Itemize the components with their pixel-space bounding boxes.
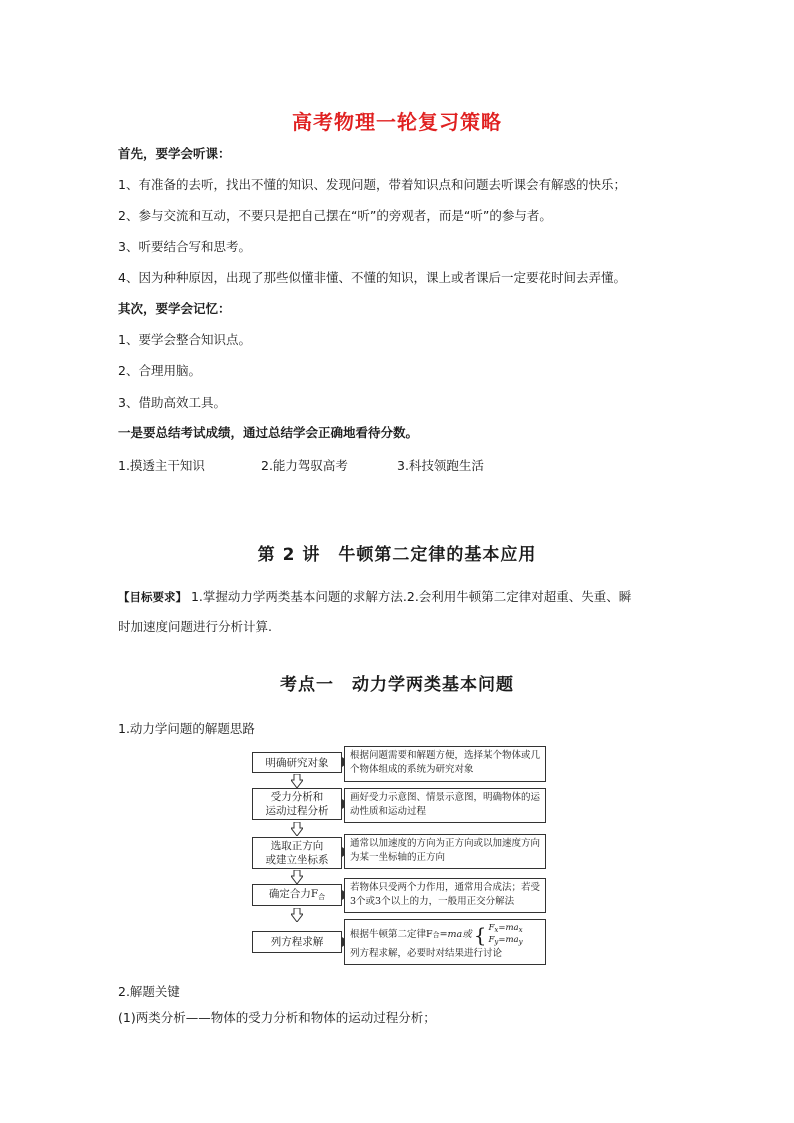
goal-line-1: [118, 582, 678, 612]
subheading-1: 1.动力学问题的解题思路: [118, 721, 255, 736]
flow-step-1-label: 明确研究对象: [265, 756, 329, 769]
flowchart: [240, 742, 560, 972]
equation-system: [488, 923, 522, 947]
flow-step-1-desc: 根据问题需要和解题方便，选择某个物体或几个物体组成的系统为研究对象: [344, 746, 546, 782]
flow-step-2-label-2: 运动过程分析: [265, 805, 329, 817]
tip-2: 2.能力驾驭高考: [261, 458, 348, 473]
section1-item-1: 1、有准备的去听，找出不懂的知识、发现问题，带着知识点和问题去听课会有解惑的快乐；: [118, 177, 626, 192]
goal-line-2: 时加速度问题进行分析计算.: [118, 619, 272, 634]
tip-3: 3.科技领跑生活: [397, 458, 484, 473]
eq-y-sub: y: [494, 938, 499, 946]
equation-x: [488, 923, 522, 935]
summary-line: 一是要总结考试成绩，通过总结学会正确地看待分数。: [118, 425, 419, 440]
subheading-2: 2.解题关键: [118, 984, 180, 999]
tip-1: 1.摸透主干知识: [118, 458, 205, 473]
flow-step-1-box: [252, 752, 342, 773]
flow-step-5-text-2: 列方程求解，必要时对结果进行讨论: [350, 948, 503, 959]
section1-item-4: 4、因为种种原因，出现了那些似懂非懂、不懂的知识，课上或者课后一定要花时间去弄懂。: [118, 270, 626, 285]
flow-step-5-desc: [344, 919, 546, 965]
flow-step-4-text: 确定合力F: [268, 887, 319, 900]
arrow-down-icon: [291, 822, 303, 836]
goal-text-1: 1.掌握动力学两类基本问题的求解方法.2.会利用牛顿第二定律对超重、失重、瞬: [187, 589, 632, 604]
arrow-down-icon: [291, 908, 303, 922]
flow-step-5-equation: =ma或: [439, 929, 472, 940]
flow-step-2-desc: 画好受力示意图、情景示意图，明确物体的运动性质和运动过程: [344, 788, 546, 823]
flow-step-2-box: [252, 788, 342, 820]
flow-step-5-box: [252, 931, 342, 953]
eq-x-f: F: [488, 923, 495, 933]
point-title: 考点一 动力学两类基本问题: [280, 675, 514, 695]
flow-step-3-label-1: 选取正方向: [270, 840, 324, 852]
section2-item-1: 1、要学会整合知识点。: [118, 332, 251, 347]
eq-y-f: F: [488, 935, 495, 945]
arrow-down-icon: [291, 870, 303, 884]
section2-item-2: 2、合理用脑。: [118, 363, 201, 378]
section1-heading: 首先，要学会听课：: [118, 146, 231, 161]
tips-row: [118, 456, 484, 474]
flow-step-5-text: 根据牛顿第二定律F: [350, 929, 433, 940]
flow-step-5-label: 列方程求解: [270, 936, 324, 948]
section2-item-3: 3、借助高效工具。: [118, 395, 226, 410]
key-point-1: (1)两类分析——物体的受力分析和物体的运动过程分析；: [118, 1010, 436, 1025]
flow-step-5-equation-row: [350, 923, 540, 947]
eq-y-sub2: y: [518, 938, 523, 946]
flow-step-3-label-2: 或建立坐标系: [265, 854, 329, 866]
flow-step-4-box: [252, 884, 342, 906]
flow-step-4-subscript: 合: [318, 892, 326, 901]
brace-icon: {: [473, 923, 487, 947]
flow-step-3-box: [252, 837, 342, 869]
goal-label: 【目标要求】: [118, 590, 187, 604]
eq-x-sub2: x: [518, 926, 523, 934]
flow-step-3-desc: 通常以加速度的方向为正方向或以加速度方向为某一坐标轴的正方向: [344, 834, 546, 869]
document-title: 高考物理一轮复习策略: [292, 110, 502, 134]
flow-step-4-label: [269, 887, 325, 904]
eq-y-rhs: =ma: [498, 935, 519, 945]
flow-step-4-desc: 若物体只受两个力作用，通常用合成法；若受3个或3个以上的力，一般用正交分解法: [344, 878, 546, 913]
section1-item-3: 3、听要结合写和思考。: [118, 239, 251, 254]
section1-item-2: 2、参与交流和互动，不要只是把自己摆在“听”的旁观者，而是“听”的参与者。: [118, 208, 552, 223]
section2-heading: 其次，要学会记忆：: [118, 301, 231, 316]
eq-x-rhs: =ma: [498, 923, 519, 933]
lecture-title: 第 2 讲 牛顿第二定律的基本应用: [257, 545, 537, 565]
goal-block: [118, 582, 678, 642]
equation-y: [488, 935, 522, 947]
arrow-down-icon: [291, 774, 303, 788]
flow-step-5-subscript: 合: [432, 931, 440, 939]
flow-step-2-label-1: 受力分析和: [270, 791, 324, 803]
eq-x-sub: x: [494, 926, 499, 934]
